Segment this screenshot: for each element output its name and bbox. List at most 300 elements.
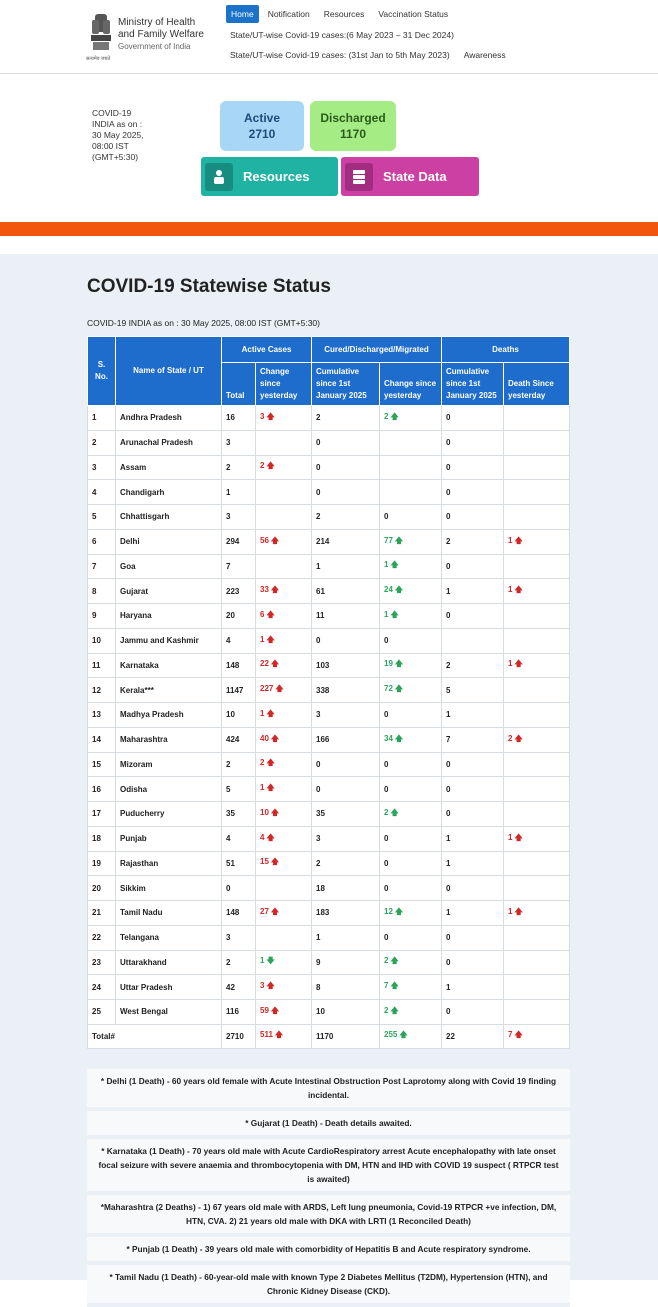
cell-deaths-change-value: 1 bbox=[508, 585, 513, 595]
cell-sno-value: 1 bbox=[92, 413, 97, 423]
cell-deaths-change bbox=[504, 925, 570, 950]
cell-deaths-cumulative bbox=[442, 554, 504, 579]
cell-active-total bbox=[222, 777, 256, 802]
arrow-up-icon: 🡅 bbox=[270, 1005, 280, 1015]
cell-state-value: Chandigarh bbox=[120, 487, 165, 497]
cell-cured-change bbox=[380, 975, 442, 1000]
cell-active-total-value: 5 bbox=[226, 784, 231, 794]
cell-active-change bbox=[256, 851, 312, 876]
nav-statewise-2023[interactable]: State/UT-wise Covid-19 cases: (31st Jan to 5th May 2023) bbox=[230, 50, 450, 60]
cell-active-total-value: 3 bbox=[226, 438, 231, 448]
cell-cured-cumulative bbox=[312, 802, 380, 827]
cell-active-change-value: 40 bbox=[260, 733, 269, 743]
note-gujarat: * Gujarat (1 Death) - Death details awaited. bbox=[87, 1111, 570, 1139]
cell-active-total bbox=[222, 653, 256, 678]
cell-cured-cumulative-value: 61 bbox=[316, 586, 325, 596]
cell-cured-cumulative-value: 214 bbox=[316, 537, 330, 547]
ministry-title[interactable] bbox=[118, 17, 204, 53]
cell-cured-change-value: 34 bbox=[384, 733, 393, 743]
cell-cured-cumulative bbox=[312, 901, 380, 926]
arrow-up-icon: 🡅 bbox=[394, 733, 404, 743]
cell-state bbox=[116, 653, 222, 678]
cell-cured-cumulative bbox=[312, 554, 380, 579]
cell-sno bbox=[88, 455, 116, 480]
col-sno: S. No. bbox=[88, 337, 116, 406]
cell-deaths-change bbox=[504, 777, 570, 802]
cell-cured-cumulative bbox=[312, 975, 380, 1000]
cell-state bbox=[116, 901, 222, 926]
cell-deaths-cumulative bbox=[442, 950, 504, 975]
cell-cured-change-value: 7 bbox=[384, 981, 389, 991]
cell-active-total-value: 10 bbox=[226, 710, 235, 720]
nav-awareness[interactable]: Awareness bbox=[463, 50, 506, 60]
arrow-up-icon: 🡅 bbox=[514, 585, 523, 595]
cell-deaths-cumulative-value: 0 bbox=[446, 611, 451, 621]
cell-state bbox=[116, 851, 222, 876]
cell-cured-change bbox=[380, 851, 442, 876]
cell-state-value: Arunachal Pradesh bbox=[120, 438, 193, 448]
cell-sno-value: 21 bbox=[92, 908, 101, 918]
cell-active-total bbox=[222, 678, 256, 703]
col-cured-change: Change since yesterday bbox=[380, 363, 442, 406]
cell-state-value: Puducherry bbox=[120, 809, 165, 819]
cell-cured-cumulative bbox=[312, 826, 380, 851]
cell-cured-cumulative-value: 2 bbox=[316, 413, 321, 423]
note-punjab: * Punjab (1 Death) - 39 years old male with comorbidity of Hepatitis B and Acute respiratory syndrome. bbox=[87, 1237, 570, 1265]
cell-state-value: Mizoram bbox=[120, 759, 153, 769]
cell-state bbox=[116, 406, 222, 431]
cell-state bbox=[116, 529, 222, 554]
table-row bbox=[88, 529, 570, 554]
cell-active-total-value: 3 bbox=[226, 512, 231, 522]
cell-sno-value: 17 bbox=[92, 809, 101, 819]
table-row bbox=[88, 1000, 570, 1025]
cell-deaths-cumulative-value: 0 bbox=[446, 809, 451, 819]
cell-deaths-cumulative bbox=[442, 703, 504, 728]
cell-cured-cumulative bbox=[312, 678, 380, 703]
cell-sno bbox=[88, 653, 116, 678]
cell-cured-change-value: 1 bbox=[384, 560, 389, 570]
cell-cured-change bbox=[380, 802, 442, 827]
cell-cured-change bbox=[380, 1000, 442, 1025]
arrow-up-icon: 🡅 bbox=[514, 733, 523, 743]
cell-sno bbox=[88, 480, 116, 505]
cell-deaths-cumulative bbox=[442, 529, 504, 554]
cell-cured-change-value: 2 bbox=[384, 807, 389, 817]
cell-deaths-change bbox=[504, 628, 570, 653]
cell-deaths-cumulative bbox=[442, 901, 504, 926]
cell-state-value: Punjab bbox=[120, 834, 147, 844]
cell-active-total-value: 294 bbox=[226, 537, 240, 547]
cell-sno-value: 8 bbox=[92, 586, 97, 596]
cell-state-value: Haryana bbox=[120, 611, 152, 621]
cell-deaths-cumulative bbox=[442, 752, 504, 777]
cell-cured-cumulative bbox=[312, 950, 380, 975]
total-label: Total# bbox=[88, 1024, 222, 1048]
cell-state bbox=[116, 604, 222, 629]
cell-active-change bbox=[256, 802, 312, 827]
cell-cured-cumulative bbox=[312, 604, 380, 629]
cell-active-change bbox=[256, 777, 312, 802]
cell-deaths-change bbox=[504, 950, 570, 975]
arrow-up-icon: 🡅 bbox=[390, 560, 399, 570]
cell-sno-value: 3 bbox=[92, 462, 97, 472]
cell-deaths-cumulative bbox=[442, 579, 504, 604]
cell-cured-change bbox=[380, 777, 442, 802]
col-deaths-change: Death Since yesterday bbox=[504, 363, 570, 406]
cell-active-total-value: 148 bbox=[226, 660, 240, 670]
cell-active-total bbox=[222, 703, 256, 728]
cell-cured-cumulative bbox=[312, 579, 380, 604]
active-value: 2710 bbox=[248, 127, 276, 141]
cell-sno bbox=[88, 975, 116, 1000]
cell-active-change-value: 2 bbox=[260, 461, 265, 471]
arrow-up-icon: 🡅 bbox=[390, 609, 399, 619]
nav-home[interactable]: Home bbox=[226, 5, 259, 23]
cell-active-total bbox=[222, 579, 256, 604]
cell-active-total-value: 35 bbox=[226, 809, 235, 819]
total-deaths: 22 bbox=[442, 1024, 504, 1048]
cell-sno-value: 11 bbox=[92, 660, 101, 670]
cell-active-total bbox=[222, 480, 256, 505]
cell-cured-change-value: 0 bbox=[384, 759, 389, 769]
cell-deaths-cumulative bbox=[442, 505, 504, 530]
total-cured-change bbox=[380, 1024, 442, 1048]
cell-cured-change bbox=[380, 752, 442, 777]
cell-sno-value: 23 bbox=[92, 957, 101, 967]
total-cured: 1170 bbox=[312, 1024, 380, 1048]
cell-sno-value: 19 bbox=[92, 858, 101, 868]
cell-active-change bbox=[256, 406, 312, 431]
cell-active-change bbox=[256, 430, 312, 455]
cell-cured-change-value: 24 bbox=[384, 585, 393, 595]
cell-state-value: Uttarakhand bbox=[120, 957, 167, 967]
arrow-up-icon: 🡅 bbox=[390, 956, 399, 966]
asof-line2: INDIA as on : bbox=[92, 119, 143, 129]
cell-active-change bbox=[256, 901, 312, 926]
cell-active-change bbox=[256, 529, 312, 554]
cell-active-total bbox=[222, 925, 256, 950]
table-row bbox=[88, 604, 570, 629]
total-deaths-change bbox=[504, 1024, 570, 1048]
cell-cured-change-value: 1 bbox=[384, 609, 389, 619]
cell-deaths-cumulative-value: 1 bbox=[446, 834, 451, 844]
cell-deaths-cumulative-value: 0 bbox=[446, 759, 451, 769]
cell-active-change bbox=[256, 505, 312, 530]
cell-cured-cumulative-value: 3 bbox=[316, 834, 321, 844]
cell-cured-change-value: 0 bbox=[384, 784, 389, 794]
cell-sno bbox=[88, 950, 116, 975]
arrow-up-icon: 🡅 bbox=[394, 659, 404, 669]
note-maharashtra: *Maharashtra (2 Deaths) - 1) 67 years old male with ARDS, Left lung pneumonia, Covid-19 RTPCR +ve infection, DM, HTN, CVA. 2) 21 years old male with DKA with LRTI (1 Reconciled Death) bbox=[87, 1195, 570, 1237]
cell-deaths-change-value: 1 bbox=[508, 832, 513, 842]
nav-resources[interactable]: Resources bbox=[323, 9, 365, 19]
note-tamil-nadu: * Tamil Nadu (1 Death) - 60-year-old male with known Type 2 Diabetes Mellitus (T2DM), Hypertension (HTN), and Chronic Kidney Disease (CKD). bbox=[87, 1265, 570, 1307]
cell-cured-change bbox=[380, 678, 442, 703]
cell-cured-cumulative-value: 2 bbox=[316, 858, 321, 868]
cell-cured-change-value: 0 bbox=[384, 512, 389, 522]
cell-deaths-change bbox=[504, 455, 570, 480]
cell-deaths-change bbox=[504, 727, 570, 752]
cell-cured-change bbox=[380, 455, 442, 480]
cell-sno-value: 15 bbox=[92, 759, 101, 769]
table-row bbox=[88, 678, 570, 703]
cell-cured-change bbox=[380, 950, 442, 975]
cell-state-value: Delhi bbox=[120, 537, 140, 547]
arrow-up-icon: 🡅 bbox=[514, 535, 523, 545]
table-row bbox=[88, 455, 570, 480]
cell-cured-change bbox=[380, 579, 442, 604]
total-active: 2710 bbox=[222, 1024, 256, 1048]
cell-cured-cumulative-value: 9 bbox=[316, 957, 321, 967]
nav-row-3 bbox=[230, 50, 506, 60]
arrow-up-icon: 🡅 bbox=[514, 1030, 523, 1040]
cell-sno-value: 24 bbox=[92, 982, 101, 992]
arrow-up-icon: 🡅 bbox=[270, 535, 280, 545]
spacer bbox=[0, 236, 658, 254]
cell-state bbox=[116, 727, 222, 752]
asof-line4: 08:00 IST bbox=[92, 141, 129, 151]
cell-cured-change-value: 0 bbox=[384, 636, 389, 646]
cell-cured-change bbox=[380, 628, 442, 653]
summary-as-of bbox=[92, 108, 162, 163]
cell-sno bbox=[88, 826, 116, 851]
arrow-up-icon: 🡅 bbox=[266, 981, 275, 991]
arrow-up-icon: 🡅 bbox=[390, 807, 399, 817]
nav-notification[interactable]: Notification bbox=[267, 9, 310, 19]
cell-cured-change-value: 19 bbox=[384, 659, 393, 669]
cell-active-change-value: 10 bbox=[260, 807, 269, 817]
cell-cured-change bbox=[380, 901, 442, 926]
cell-active-total-value: 3 bbox=[226, 933, 231, 943]
nav-statewise-2023-2024[interactable]: State/UT-wise Covid-19 cases:(6 May 2023 – 31 Dec 2024) bbox=[230, 30, 454, 40]
cell-cured-change-value: 0 bbox=[384, 834, 389, 844]
emblem-caption: सत्यमेव जयते bbox=[86, 56, 111, 62]
table-row bbox=[88, 826, 570, 851]
group-deaths: Deaths bbox=[442, 337, 570, 363]
cell-state-value: Sikkim bbox=[120, 883, 146, 893]
page-title: COVID-19 Statewise Status bbox=[87, 276, 331, 297]
arrow-up-icon: 🡅 bbox=[514, 906, 523, 916]
cell-deaths-cumulative-value: 1 bbox=[446, 710, 451, 720]
cell-deaths-change bbox=[504, 876, 570, 901]
cell-active-change bbox=[256, 554, 312, 579]
cell-active-change-value: 4 bbox=[260, 832, 265, 842]
cell-sno bbox=[88, 876, 116, 901]
cell-cured-change bbox=[380, 406, 442, 431]
cell-deaths-change bbox=[504, 802, 570, 827]
cell-deaths-cumulative bbox=[442, 480, 504, 505]
cell-sno bbox=[88, 628, 116, 653]
cell-sno bbox=[88, 925, 116, 950]
cell-state bbox=[116, 628, 222, 653]
cell-cured-cumulative-value: 0 bbox=[316, 759, 321, 769]
table-row bbox=[88, 851, 570, 876]
nav-vaccination-status[interactable]: Vaccination Status bbox=[378, 9, 449, 19]
cell-deaths-cumulative-value: 0 bbox=[446, 487, 451, 497]
asof-line5: (GMT+5:30) bbox=[92, 152, 139, 162]
arrow-up-icon: 🡅 bbox=[270, 585, 280, 595]
cell-deaths-change bbox=[504, 752, 570, 777]
cell-active-total bbox=[222, 1000, 256, 1025]
cell-active-change bbox=[256, 975, 312, 1000]
cell-cured-cumulative bbox=[312, 430, 380, 455]
cell-deaths-cumulative bbox=[442, 925, 504, 950]
cell-state-value: Kerala*** bbox=[120, 685, 154, 695]
cell-deaths-change bbox=[504, 554, 570, 579]
main-nav bbox=[226, 5, 457, 23]
cell-active-total-value: 1 bbox=[226, 487, 231, 497]
cell-state bbox=[116, 430, 222, 455]
asof-line1: COVID-19 bbox=[92, 108, 132, 118]
arrow-up-icon: 🡅 bbox=[394, 535, 404, 545]
resources-label: Resources bbox=[243, 169, 310, 184]
cell-active-total bbox=[222, 604, 256, 629]
cell-cured-cumulative-value: 338 bbox=[316, 685, 330, 695]
cell-deaths-cumulative-value: 0 bbox=[446, 438, 451, 448]
arrow-up-icon: 🡅 bbox=[399, 1030, 408, 1040]
cell-state bbox=[116, 752, 222, 777]
cell-active-change bbox=[256, 727, 312, 752]
col-state: Name of State / UT bbox=[116, 337, 222, 406]
cell-deaths-cumulative bbox=[442, 826, 504, 851]
cell-cured-change bbox=[380, 554, 442, 579]
cell-deaths-cumulative bbox=[442, 604, 504, 629]
cell-active-total bbox=[222, 505, 256, 530]
cell-sno-value: 2 bbox=[92, 438, 97, 448]
cell-active-total-value: 4 bbox=[226, 636, 231, 646]
cell-deaths-change bbox=[504, 529, 570, 554]
orange-divider bbox=[0, 222, 658, 236]
cell-cured-change-value: 0 bbox=[384, 858, 389, 868]
arrow-up-icon: 🡅 bbox=[266, 461, 275, 471]
cell-state-value: Karnataka bbox=[120, 660, 159, 670]
cell-cured-change-value: 0 bbox=[384, 933, 389, 943]
cell-state-value: Odisha bbox=[120, 784, 148, 794]
cell-active-change-value: 1 bbox=[260, 708, 265, 718]
cell-active-total bbox=[222, 802, 256, 827]
cell-sno-value: 6 bbox=[92, 537, 97, 547]
cell-state-value: Uttar Pradesh bbox=[120, 982, 173, 992]
arrow-up-icon: 🡅 bbox=[394, 906, 404, 916]
col-cured-cumulative: Cumulative since 1st January 2025 bbox=[312, 363, 380, 406]
cell-active-total bbox=[222, 851, 256, 876]
cell-active-change-value: 227 bbox=[260, 684, 274, 694]
cell-state bbox=[116, 925, 222, 950]
database-icon bbox=[345, 163, 373, 191]
cell-cured-cumulative-value: 35 bbox=[316, 809, 325, 819]
total-active-change bbox=[256, 1024, 312, 1048]
cell-cured-change-value: 2 bbox=[384, 411, 389, 421]
cell-cured-cumulative-value: 0 bbox=[316, 487, 321, 497]
cell-deaths-change bbox=[504, 505, 570, 530]
cell-cured-cumulative bbox=[312, 1000, 380, 1025]
total-cured-change-value: 255 bbox=[384, 1030, 398, 1040]
cell-state bbox=[116, 554, 222, 579]
cell-sno bbox=[88, 901, 116, 926]
cell-state-value: Tamil Nadu bbox=[120, 908, 163, 918]
arrow-down-icon: 🡇 bbox=[266, 956, 275, 966]
cell-sno bbox=[88, 777, 116, 802]
cell-active-total bbox=[222, 901, 256, 926]
total-row bbox=[88, 1024, 570, 1048]
cell-deaths-cumulative bbox=[442, 653, 504, 678]
arrow-up-icon: 🡅 bbox=[514, 659, 523, 669]
cell-active-change-value: 3 bbox=[260, 411, 265, 421]
cell-deaths-change-value: 1 bbox=[508, 906, 513, 916]
cell-deaths-cumulative-value: 0 bbox=[446, 512, 451, 522]
cell-deaths-cumulative bbox=[442, 430, 504, 455]
cell-deaths-cumulative bbox=[442, 406, 504, 431]
cell-active-change bbox=[256, 950, 312, 975]
total-deaths-change-value: 7 bbox=[508, 1030, 513, 1040]
cell-active-total bbox=[222, 876, 256, 901]
cell-deaths-cumulative bbox=[442, 975, 504, 1000]
cell-active-change bbox=[256, 628, 312, 653]
cell-active-change-value: 6 bbox=[260, 609, 265, 619]
cell-deaths-cumulative-value: 0 bbox=[446, 784, 451, 794]
arrow-up-icon: 🡅 bbox=[270, 733, 280, 743]
resources-button[interactable] bbox=[201, 157, 338, 196]
cell-cured-cumulative bbox=[312, 703, 380, 728]
cell-cured-cumulative bbox=[312, 406, 380, 431]
cell-active-change bbox=[256, 703, 312, 728]
cell-cured-change bbox=[380, 529, 442, 554]
cell-active-total bbox=[222, 554, 256, 579]
cell-active-total bbox=[222, 628, 256, 653]
table-row bbox=[88, 925, 570, 950]
cell-cured-cumulative-value: 0 bbox=[316, 636, 321, 646]
cell-sno bbox=[88, 703, 116, 728]
cell-state-value: Madhya Pradesh bbox=[120, 710, 184, 720]
cell-active-change bbox=[256, 480, 312, 505]
cell-deaths-change bbox=[504, 406, 570, 431]
cell-deaths-cumulative-value: 1 bbox=[446, 982, 451, 992]
arrow-up-icon: 🡅 bbox=[275, 684, 284, 694]
cell-sno-value: 7 bbox=[92, 561, 97, 571]
discharged-label: Discharged bbox=[320, 111, 386, 125]
state-data-button[interactable] bbox=[341, 157, 479, 196]
ministry-line1: Ministry of Health bbox=[118, 17, 196, 28]
cell-cured-change bbox=[380, 505, 442, 530]
cell-active-total bbox=[222, 455, 256, 480]
cell-sno bbox=[88, 851, 116, 876]
cell-active-change-value: 33 bbox=[260, 585, 269, 595]
cell-cured-cumulative bbox=[312, 851, 380, 876]
table-row bbox=[88, 802, 570, 827]
arrow-up-icon: 🡅 bbox=[270, 659, 280, 669]
cell-active-total bbox=[222, 752, 256, 777]
cell-cured-cumulative bbox=[312, 727, 380, 752]
cell-active-change-value: 59 bbox=[260, 1005, 269, 1015]
cell-cured-cumulative bbox=[312, 480, 380, 505]
cell-active-change bbox=[256, 925, 312, 950]
cell-cured-cumulative bbox=[312, 455, 380, 480]
arrow-up-icon: 🡅 bbox=[270, 906, 280, 916]
note-karnataka: * Karnataka (1 Death) - 70 years old male with Acute CardioRespiratory arrest Acute encephalopathy with late onset focal seizure with severe anaemia and thrombocytopenia with DM, HTN and IHD with COVID 19 suspect ( RTPCR test is awaited) bbox=[87, 1139, 570, 1195]
cell-deaths-change bbox=[504, 901, 570, 926]
cell-state bbox=[116, 802, 222, 827]
cell-active-total-value: 116 bbox=[226, 1007, 239, 1017]
group-cured: Cured/Discharged/Migrated bbox=[312, 337, 442, 363]
cell-sno-value: 22 bbox=[92, 933, 101, 943]
cell-cured-cumulative bbox=[312, 628, 380, 653]
table-row bbox=[88, 876, 570, 901]
table-body bbox=[88, 406, 570, 1025]
col-deaths-cumulative: Cumulative since 1st January 2025 bbox=[442, 363, 504, 406]
cell-deaths-cumulative bbox=[442, 851, 504, 876]
cell-state-value: Andhra Pradesh bbox=[120, 413, 182, 423]
